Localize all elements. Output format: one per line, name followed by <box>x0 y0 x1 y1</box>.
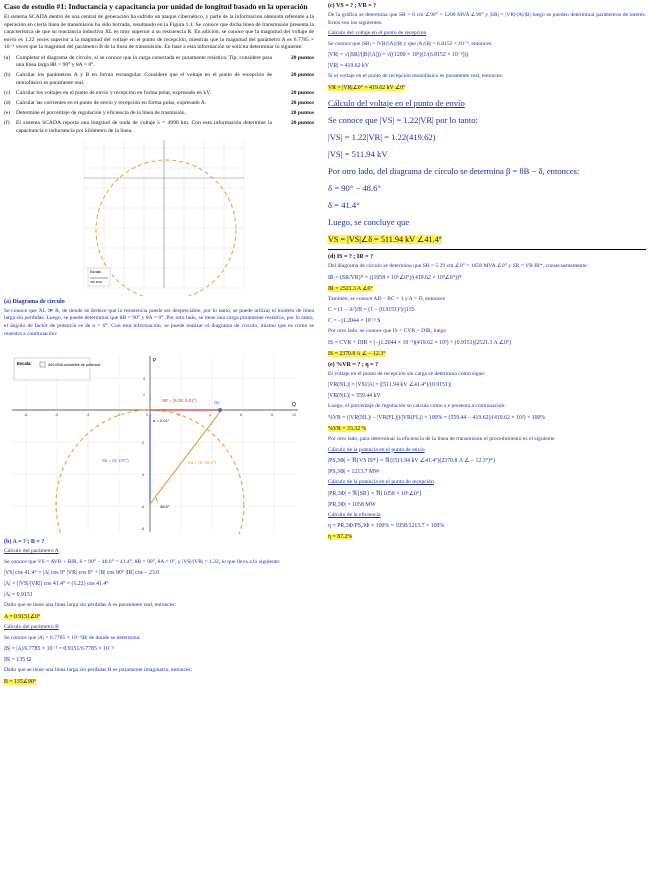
operating-point <box>218 408 222 412</box>
e-eq-2: |VR(NL)| = 559.44 kV <box>328 393 381 400</box>
d-text-1: Del diagrama de círculo se determina que SR = 5.29 cm ∠0° = 1058 MVA ∠0° y SR = VR IR*, consecuentemente: <box>328 262 589 269</box>
c-sub-2: Cálculo del voltaje en el punto de envío <box>328 97 465 108</box>
intro-paragraph: El sistema SCADA dentro de una central de generación ha sufrido un ataque cibernético, y parte de la información obtenida referente a la operación en cierta línea de transmisión ha sido borrada, resultando en la Figura 1.1. Se conoce que dicha línea de transmisión presenta la característica de que su reactancia inductiva XL es muy superior a su resistencia R. En adición, se conoce que la magnitud del voltaje de envío es 1.22 veces superior a la magnitud del voltaje en el punto de recepción, mientras que la magnitud del parámetro A es 6.7785 × 10⁻³ veces que la magnitud del parámetro B de la línea de transmisión. En base a esta información se solicita determinar lo siguiente: <box>4 14 314 51</box>
b-eq-3: |A| = 0.9151 <box>4 592 33 599</box>
axis-label-q: Q <box>292 402 296 409</box>
result-vr-percent: %VR = 33.32 % <box>328 425 367 432</box>
section-e-heading: (e) %VR = ? ; η = ? <box>328 361 379 368</box>
y-tick-label: -8 <box>141 527 145 532</box>
x-tick-label: 2 <box>178 413 180 418</box>
section-d-heading: (d) IS = ? ; IR = ? <box>328 253 374 260</box>
result-is: IS = 2370.8 A ∠ − 12.3° <box>328 350 386 357</box>
c-big-7: Luego, se concluye que <box>328 216 410 227</box>
question-points: 20 puntos <box>290 89 314 96</box>
b-eq-5: |B| = 135 Ω <box>4 657 31 664</box>
sr-label: SR = (5.29; 0.01°) <box>162 398 197 404</box>
result-efficiency: η = 87.2% <box>328 534 353 541</box>
question-letter: (c) <box>4 89 11 96</box>
axis-label-p: P <box>153 358 157 365</box>
e-eq-3-rhs: (559.44 − 419.62)/(419.62 × 10³) × 100% <box>448 414 546 421</box>
e-eq-5: |PS,3Φ| = 1213.7 MW <box>328 469 380 476</box>
b-eq-1: |VS| cos 41.4° = |A| cos 0° |VR| cos 0° + |B| cos 90° |IR| cos − 23.0 <box>4 570 160 577</box>
question-item <box>4 100 314 107</box>
question-item <box>4 110 314 117</box>
scale-text: 400 MVA <box>90 279 103 284</box>
d-eq-4: IS = CVR + DIR = (−j1.2044 × 10⁻³)(419.62 × 10³) + (0.9151)(2521.3 A ∠0°) <box>328 339 512 346</box>
completed-circle-diagram <box>6 352 306 534</box>
sa-label: Sa = (6; 48.6°) <box>188 460 216 466</box>
calc-a-heading: Cálculo del parámetro A <box>4 548 59 555</box>
question-points: 20 puntos <box>290 120 314 127</box>
x-tick-label: -6 <box>55 413 59 418</box>
d-eq-3: C = −j1.2044 × 10⁻³ S <box>328 318 381 325</box>
e-sub-2: Cálculo de la potencia en el punto de recepción <box>328 479 434 486</box>
y-tick-label: 2 <box>143 393 145 398</box>
y-tick-label: 4 <box>143 377 145 382</box>
e-text-3: Por otro lado, para determinar la eficiencia de la línea de transmisión el procedimiento es el siguiente <box>328 435 555 442</box>
question-text: Calcular las corrientes en el punto de envío y recepción en forma polar, expresado A. <box>16 99 207 106</box>
c-big-6: δ = 41.4° <box>328 199 360 210</box>
section-a-text: Se conoce que XL ≫ R, de donde se deduce que la resistencia puede ser despreciable, por lo tanto, se puede utilizar el modelo de línea larga sin perdidas. Luego, se puede determinar que θB = 90° y θA = 0°. Por otro lado, se tiene una carga puramente resistiva, por lo tanto, el ángulo de factor de potencia es de α = 0°. Con esta información, se puede realizar el diagrama de círculo, mismo que es como se muestra a continuación: <box>4 307 314 337</box>
y-tick-label: -6 <box>141 505 145 510</box>
c-big-4: Por otro lado, del diagrama de círculo se determina β = θB − δ, entonces: <box>328 165 580 176</box>
c-big-5: δ = 90° − 48.6° <box>328 182 381 193</box>
b-text-1: Se conoce que VS = AVR + BIR, δ = 90° − 48.6° = 41.4°, θB = 90°, θA = 0°, y |VS|/|VR| = 1.22, lo que lleva a lo siguiente: <box>4 558 281 565</box>
question-text: Calcular los voltajes en el punto de envío y recepción en forma polar, expresado en kV. <box>16 89 211 96</box>
e-eq-1: |VR(NL)| = |VS|/|A| = |(511.94 kV ∠41.4°)/(0.9151)| <box>328 382 452 389</box>
d-eq-2: C = (1 − A²)/B = (1 − (0.9151)²)/j135 <box>328 307 415 314</box>
b-eq-2: |A| = (|VS|/|VR|) cos 41.4° = (1.22) cos 41.4° <box>4 581 109 588</box>
x-tick-label: 0 <box>146 413 148 418</box>
question-letter: (d) <box>4 99 11 106</box>
scale-legend <box>88 268 110 286</box>
section-b-heading: (b) A = ? ; B = ? <box>4 539 45 546</box>
question-text: Determine el porcentaje de regulación y eficiencia de la línea de trasmisión. <box>16 110 186 117</box>
calc-b-heading: Cálculo del parámetro B <box>4 623 59 630</box>
sb-label: Sb = (6; 270°) <box>102 458 129 464</box>
right-column <box>322 0 650 881</box>
angle-label: 48.6° <box>160 504 170 510</box>
scale-label: Escala: <box>90 269 102 274</box>
figure-scale <box>14 358 101 380</box>
c-big-3: |VS| = 511.94 kV <box>328 148 388 159</box>
result-vs: VS = |VS|∠δ = 511.94 kV ∠41.4° <box>328 234 442 244</box>
section-c-heading: (c) VS = ? ; VR = ? <box>328 3 377 9</box>
result-a: A = 0.9151∠0° <box>4 613 41 620</box>
result-vr: VR = |VR|∠0° = 419.62 kV ∠0° <box>328 84 406 91</box>
question-letter: (a) <box>4 54 11 61</box>
e-sub-3: Cálculo de la eficiencia <box>328 511 381 518</box>
x-tick-label: -8 <box>24 413 28 418</box>
question-letter: (f) <box>4 120 10 127</box>
c-sub-1: Cálculo del voltaje en el punto de recepción <box>328 30 427 37</box>
question-text: Calcular los parámetros A y B en forma rectangular. Considere que el voltaje en el punto de recepción de monofásico es puramente real. <box>16 72 272 86</box>
e-eq-6: |PR,3Φ| = ℜ{SR} = ℜ{1058 × 10⁶∠0°} <box>328 490 422 497</box>
left-column <box>0 0 318 881</box>
question-item <box>4 90 314 97</box>
question-text: El sistema SCADA reporta una longitud de onda de voltaje λ = 4990 km. Con esta información determine la capacitancia e inductancia por kilómetro de la línea. <box>16 120 272 134</box>
b-eq-4: |B| = |A|/6.7785 × 10⁻³ = 0.9151/6.7785 × 10⁻³ <box>4 646 114 653</box>
result-ir: IR = 2521.3 A ∠0° <box>328 285 373 292</box>
sa-vector <box>150 412 220 504</box>
e-eq-7: |PR,3Φ| = 1058 MW <box>328 501 376 508</box>
y-tick-label: -2 <box>141 441 145 446</box>
c-big-1: Se conoce que |VS| = 1.22|VR| por lo tanto: <box>328 114 478 125</box>
question-letter: (e) <box>4 110 11 117</box>
c-eq-1: |VR| = √(|SR|/(|B|/|A|)) = √((1200 × 10⁶)(1/(6.8152 × 10⁻³))) <box>328 52 469 59</box>
question-points: 20 puntos <box>290 99 314 106</box>
c-big-2: |VS| = 1.22|VR| = 1.22(419.62) <box>328 131 436 142</box>
x-tick-label: 10 <box>292 413 296 418</box>
d-text-3: Por otro lado, se conoce que IS = CVR + DIR, luego <box>328 328 447 335</box>
question-item <box>4 120 314 134</box>
question-points: 20 puntos <box>290 54 314 61</box>
e-text-2: Luego, el porcentaje de regulación se calcula como s e presenta a continuación: <box>328 403 506 410</box>
x-tick-label: -4 <box>86 413 90 418</box>
scale-label: Escala: <box>17 361 32 367</box>
e-text-1: El voltaje en el punto de recepción sin carga se determina como sigue: <box>328 370 486 377</box>
x-tick-label: -2 <box>117 413 121 418</box>
op-label: Op <box>214 400 220 406</box>
result-b: B = 135∠90° <box>4 678 37 685</box>
e-eq-8: η = PR,3Φ/PS,3Φ × 100% = 1058/1213.7 × 100% <box>328 523 445 530</box>
x-tick-label: 8 <box>271 413 273 418</box>
c-text-2: Se conoce que |SR| = |VR|²|A|/|B| y que |A|/|B| = 6.8152 × 10⁻³, entonces: <box>328 40 493 47</box>
questions-list <box>4 55 314 135</box>
y-tick-label: -4 <box>141 473 145 478</box>
c-text-1: De la gráfica se determina que SR = 6 cm ∠90° = 1200 MVA ∠90° y |SR| = |VR|²|A|/|B| luego se pueden determinar parámetros de interés. Estos son los siguientes: <box>328 12 646 26</box>
b-text-2: Dado que se tiene una línea larga sin perdidas A es puramente real, entonces: <box>4 602 176 609</box>
scale-text: 400 MVA unidades de potencia <box>48 363 101 368</box>
question-points: 20 puntos <box>290 72 314 79</box>
section-a-heading: (a) Diagrama de círculo <box>4 298 65 305</box>
case-title: Caso de estudio #1: Inductancia y capacitancia por unidad de longitud basado en la operación <box>4 2 308 11</box>
alpha-label: α = 0.01° <box>153 418 170 424</box>
x-tick-label: 4 <box>209 413 211 418</box>
question-letter: (b) <box>4 72 11 79</box>
e-eq-3-lhs: %VR = (|VR(NL)| − |VR(FL)|)/|VR(FL)| × 100% = <box>328 414 448 421</box>
c-eq-2: |VR| = 419.62 kV <box>328 63 370 70</box>
section-divider <box>328 249 646 250</box>
question-points: 20 puntos <box>290 110 314 117</box>
b-text-3: Se conoce que |A| = 6.7785 × 10⁻³|B| de donde se determina: <box>4 634 141 641</box>
e-eq-3 <box>328 414 646 422</box>
question-item <box>4 72 314 86</box>
x-tick-label: 6 <box>240 413 242 418</box>
e-eq-4: |PS,3Φ| = ℜ{VS IS*} = ℜ{(511.94 kV ∠41.4°)(2370.8 A ∠ − 12.3°)*} <box>328 458 496 465</box>
d-eq-1: IR = (SR/VR)* = ((1058 × 10⁶∠0°)/(419.62 × 10³∠0°))* <box>328 274 462 281</box>
question-item <box>4 55 314 69</box>
question-text: Completar el diagrama de círculo, si se conoce que la carga conectada es puramente resistiva. Tip: considere para una línea larga θB = 90° y θA = 0°. <box>16 54 272 69</box>
e-sub-1: Cálculo de la potencia en el punto de envío <box>328 446 425 453</box>
d-text-2: También, se conoce AD − BC = 1 y A = D, entonces <box>328 295 445 302</box>
c-text-3: Si el voltaje en el punto de recepción monofásico es puramente real, entonces: <box>328 73 504 80</box>
figure-1-1-circle-diagram <box>4 138 314 296</box>
b-text-4: Dado que se tiene una línea larga sin perdidas B es puramente imaginario, entonces: <box>4 667 193 674</box>
